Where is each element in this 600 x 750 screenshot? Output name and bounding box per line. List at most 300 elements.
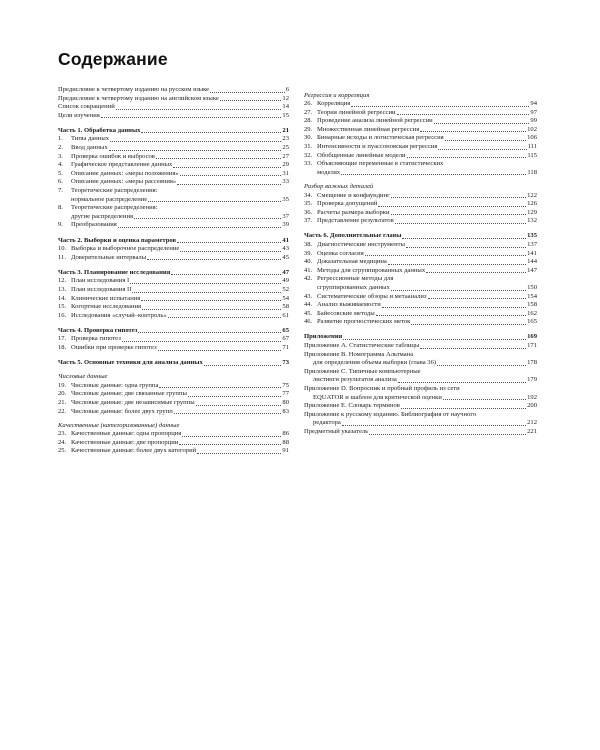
dot-leader bbox=[138, 332, 281, 333]
entry-title: Объясняющие переменные в статистических bbox=[317, 160, 444, 168]
toc-entry bbox=[58, 245, 289, 254]
entry-title: Проверка гипотез bbox=[71, 335, 121, 343]
page-number: 126 bbox=[527, 200, 537, 208]
toc-entry bbox=[304, 275, 537, 292]
page-number: 80 bbox=[282, 399, 289, 406]
toc-entry bbox=[304, 217, 537, 226]
page-number: 118 bbox=[527, 168, 537, 176]
entry-title-continued: EQUATOR и шаблон для критической оценки bbox=[313, 393, 442, 401]
dot-leader bbox=[182, 436, 281, 437]
page-number: 102 bbox=[527, 125, 537, 133]
entry-title: Приложение E. Словарь терминов bbox=[304, 402, 400, 410]
entry-title: Анализ выживаемости bbox=[317, 301, 381, 309]
page-number: 83 bbox=[282, 407, 289, 415]
chapter-number: 24. bbox=[58, 438, 67, 446]
entry-title: Часть 3. Планирование исследования bbox=[58, 268, 171, 276]
entry-title: Проверка допущений bbox=[317, 200, 378, 208]
page-number: 147 bbox=[527, 266, 537, 274]
toc-entry bbox=[304, 241, 537, 250]
page-number: 171 bbox=[527, 342, 537, 350]
dot-leader bbox=[420, 131, 526, 132]
toc-entry bbox=[58, 95, 289, 104]
page-number: 169 bbox=[527, 333, 537, 341]
toc-entry bbox=[58, 144, 289, 153]
dot-leader bbox=[177, 184, 281, 185]
toc-entry bbox=[304, 192, 537, 201]
dot-leader bbox=[180, 175, 282, 176]
entry-title-continued: для определения объема выборки (глава 36) bbox=[313, 359, 437, 367]
dot-leader bbox=[101, 117, 282, 118]
page-number: 23 bbox=[282, 135, 289, 143]
entry-title: Когортные исследования bbox=[71, 303, 142, 311]
entry-title: Числовые данные: две независимые группы bbox=[71, 399, 195, 406]
page-number: 94 bbox=[530, 100, 537, 108]
page-number: 77 bbox=[282, 390, 289, 398]
toc-entry bbox=[58, 221, 289, 230]
chapter-number: 22. bbox=[58, 407, 67, 415]
page-number: 154 bbox=[527, 292, 537, 300]
dot-leader bbox=[159, 387, 281, 388]
chapter-number: 43. bbox=[304, 292, 313, 300]
dot-leader bbox=[428, 298, 527, 299]
entry-title: Ошибки при проверке гипотез bbox=[71, 344, 157, 352]
toc-entry bbox=[58, 303, 289, 312]
section-heading: Разбор важных деталей bbox=[304, 182, 374, 190]
toc-entry bbox=[58, 439, 289, 448]
chapter-number: 26. bbox=[304, 100, 313, 108]
dot-leader bbox=[342, 425, 526, 426]
page-number: 71 bbox=[282, 344, 289, 352]
dot-leader bbox=[365, 255, 526, 256]
toc-entry bbox=[304, 385, 537, 402]
page-number: 37 bbox=[282, 212, 289, 220]
entry-title: Числовые данные: более двух групп bbox=[71, 407, 173, 415]
chapter-number: 42. bbox=[304, 275, 313, 283]
toc-entry bbox=[58, 204, 289, 221]
page-number: 99 bbox=[530, 117, 537, 125]
dot-leader bbox=[407, 157, 527, 158]
page-number: 150 bbox=[527, 283, 537, 291]
entry-title: Бинарные исходы и логистическая регрессия bbox=[317, 134, 444, 142]
entry-body bbox=[71, 187, 289, 204]
page-number: 47 bbox=[282, 268, 289, 276]
toc-entry bbox=[304, 351, 537, 368]
chapter-number: 14. bbox=[58, 294, 67, 302]
entry-title: Приложение D. Вопросник и пробный профиль из сети bbox=[304, 385, 460, 392]
chapter-number: 10. bbox=[58, 245, 67, 253]
dot-leader bbox=[388, 264, 526, 265]
entry-title: Диагностические инструменты bbox=[317, 241, 405, 248]
toc-entry bbox=[58, 286, 289, 295]
page-number: 6 bbox=[285, 86, 289, 93]
page-number: 162 bbox=[527, 309, 537, 317]
chapter-number: 12. bbox=[58, 277, 67, 285]
dot-leader bbox=[204, 365, 282, 366]
entry-title: Методы для сгруппированных данных bbox=[317, 266, 426, 274]
chapter-number: 46. bbox=[304, 318, 313, 326]
chapter-number: 7. bbox=[58, 187, 63, 195]
entry-title: Приложение B. Номограмма Альтмана bbox=[304, 350, 414, 358]
dot-leader bbox=[391, 197, 526, 198]
entry-title: Теория линейной регрессии bbox=[317, 108, 396, 116]
dot-leader bbox=[197, 453, 281, 454]
dot-leader bbox=[378, 206, 526, 207]
page-number: 111 bbox=[527, 143, 537, 151]
entry-title: План исследования I bbox=[71, 277, 130, 285]
entry-title: Числовые данные: две связанные группы bbox=[71, 390, 187, 398]
page-number: 135 bbox=[527, 232, 537, 240]
section-heading: Регрессия и корреляция bbox=[304, 91, 370, 99]
dot-leader bbox=[177, 242, 281, 243]
page-number: 141 bbox=[527, 249, 537, 257]
toc-entry bbox=[304, 109, 537, 118]
spacer bbox=[304, 86, 537, 90]
entry-title-line2 bbox=[304, 376, 537, 385]
toc-entry bbox=[58, 312, 289, 321]
entry-title-line2 bbox=[304, 419, 537, 428]
entry-title: Доказательная медицина bbox=[317, 258, 387, 266]
page-number: 97 bbox=[530, 108, 537, 116]
chapter-number: 30. bbox=[304, 134, 313, 142]
dot-leader bbox=[148, 201, 281, 202]
chapter-number: 38. bbox=[304, 241, 313, 248]
page-title: Содержание bbox=[58, 49, 168, 69]
dot-leader bbox=[391, 214, 527, 215]
toc-entry bbox=[58, 335, 289, 344]
toc-entry bbox=[304, 143, 537, 152]
chapter-number: 45. bbox=[304, 309, 313, 317]
page-number: 41 bbox=[282, 236, 289, 244]
chapter-number: 37. bbox=[304, 217, 313, 225]
dot-leader bbox=[391, 290, 526, 291]
page-number: 39 bbox=[282, 221, 289, 229]
entry-title-continued: нормальное распределение bbox=[71, 195, 148, 203]
page-number: 178 bbox=[527, 359, 537, 367]
chapter-number: 41. bbox=[304, 266, 313, 274]
page-number: 33 bbox=[282, 178, 289, 186]
toc-entry bbox=[304, 134, 537, 143]
toc-entry bbox=[58, 187, 289, 204]
toc-entry bbox=[304, 267, 537, 276]
entry-title: Представление результатов bbox=[317, 217, 394, 225]
entry-title-continued: моделях bbox=[317, 168, 341, 176]
entry-title: Приложение к русскому изданию. Библиография от научного bbox=[304, 410, 477, 418]
dot-leader bbox=[411, 324, 526, 325]
dot-leader bbox=[188, 396, 282, 397]
part-heading bbox=[58, 359, 289, 368]
toc-left-column bbox=[58, 86, 289, 456]
dot-leader bbox=[369, 434, 526, 435]
part-heading bbox=[58, 127, 289, 136]
chapter-number: 5. bbox=[58, 169, 63, 177]
dot-leader bbox=[130, 283, 281, 284]
dot-leader bbox=[132, 292, 281, 293]
dot-leader bbox=[141, 132, 281, 133]
entry-title: План исследования II bbox=[71, 285, 132, 293]
dot-leader bbox=[420, 348, 526, 349]
toc-entry bbox=[58, 447, 289, 456]
toc-entry bbox=[304, 250, 537, 259]
page-number: 45 bbox=[282, 253, 289, 261]
toc-entry bbox=[58, 135, 289, 144]
chapter-number: 44. bbox=[304, 301, 313, 309]
page-number: 61 bbox=[282, 311, 289, 319]
dot-leader bbox=[426, 272, 526, 273]
chapter-number: 11. bbox=[58, 253, 66, 261]
section-heading: Числовые данные bbox=[58, 373, 108, 381]
chapter-number: 28. bbox=[304, 117, 313, 125]
entry-title-continued: редактора bbox=[313, 419, 341, 427]
entry-body bbox=[317, 275, 537, 292]
dot-leader bbox=[158, 350, 282, 351]
part-heading bbox=[304, 333, 537, 342]
entry-body bbox=[71, 204, 289, 221]
dot-leader bbox=[179, 444, 281, 445]
page-number: 43 bbox=[282, 245, 289, 253]
toc-entry bbox=[58, 254, 289, 263]
page-number: 12 bbox=[282, 94, 289, 102]
dot-leader bbox=[147, 259, 281, 260]
toc-entry bbox=[58, 295, 289, 304]
dot-leader bbox=[406, 247, 526, 248]
toc-entry bbox=[304, 258, 537, 267]
entry-title: Ввод данных bbox=[71, 144, 108, 152]
toc-entry bbox=[58, 399, 289, 408]
toc-entry bbox=[58, 430, 289, 439]
entry-title: Выборка и выборочное распределение bbox=[71, 245, 180, 253]
page-number: 15 bbox=[282, 111, 289, 119]
page-number: 88 bbox=[282, 438, 289, 446]
entry-title: Описание данных: «меры рассеяния» bbox=[71, 178, 177, 186]
toc-entry bbox=[58, 153, 289, 162]
chapter-number: 31. bbox=[304, 143, 313, 151]
dot-leader bbox=[437, 365, 526, 366]
entry-title-line2 bbox=[71, 196, 289, 205]
chapter-number: 19. bbox=[58, 381, 67, 389]
dot-leader bbox=[171, 274, 281, 275]
chapter-number: 9. bbox=[58, 221, 63, 229]
page-number: 115 bbox=[527, 151, 537, 159]
entry-title: Часть 1. Обработка данных bbox=[58, 126, 141, 134]
page-number: 35 bbox=[282, 195, 289, 203]
toc-entry bbox=[304, 200, 537, 209]
toc-entry bbox=[58, 103, 289, 112]
page-number: 86 bbox=[282, 430, 289, 438]
dot-leader bbox=[443, 399, 526, 400]
entry-title: Обобщенные линейные модели bbox=[317, 151, 406, 159]
dot-leader bbox=[173, 167, 281, 168]
toc-entry bbox=[58, 170, 289, 179]
entry-body bbox=[317, 160, 537, 177]
part-heading bbox=[304, 232, 537, 241]
toc-entry bbox=[304, 160, 537, 177]
entry-title: Теоретические распределения: bbox=[71, 204, 158, 212]
toc-entry bbox=[304, 293, 537, 302]
dot-leader bbox=[134, 218, 281, 219]
entry-title: Качественные данные: две пропорции bbox=[71, 438, 179, 446]
chapter-number: 4. bbox=[58, 161, 63, 169]
chapter-number: 34. bbox=[304, 191, 313, 199]
chapter-number: 13. bbox=[58, 285, 67, 293]
dot-leader bbox=[118, 227, 282, 228]
toc-entry bbox=[304, 342, 537, 351]
dot-leader bbox=[341, 174, 526, 175]
page-number: 27 bbox=[282, 152, 289, 160]
chapter-number: 39. bbox=[304, 249, 313, 257]
spacer bbox=[304, 177, 537, 181]
toc-right-column bbox=[304, 86, 537, 437]
entry-title-continued: сгруппированных данных bbox=[317, 283, 390, 291]
toc-entry bbox=[304, 301, 537, 310]
entry-title-line2 bbox=[317, 284, 537, 293]
dot-leader bbox=[210, 92, 285, 93]
dot-leader bbox=[397, 114, 530, 115]
toc-entry bbox=[304, 126, 537, 135]
entry-title-line2 bbox=[71, 213, 289, 222]
section-heading: Качественные (категоризованные) данные bbox=[58, 421, 180, 429]
page-number: 129 bbox=[527, 208, 537, 216]
dot-leader bbox=[382, 307, 526, 308]
dot-leader bbox=[438, 149, 526, 150]
entry-title: Доверительные интервалы bbox=[71, 253, 147, 261]
toc-entry bbox=[58, 86, 289, 95]
entry-title: Проведение анализа линейной регрессии bbox=[317, 117, 433, 125]
entry-title-continued: листинги результатов анализа bbox=[313, 376, 397, 384]
chapter-number: 15. bbox=[58, 303, 67, 311]
dot-leader bbox=[174, 413, 282, 414]
page-number: 54 bbox=[282, 294, 289, 302]
chapter-number: 18. bbox=[58, 344, 67, 352]
page-number: 144 bbox=[527, 258, 537, 266]
entry-title: Интенсивности и пуассоновская регрессия bbox=[317, 143, 438, 151]
entry-title-line2 bbox=[304, 394, 537, 403]
dot-leader bbox=[109, 150, 282, 151]
toc-entry bbox=[58, 382, 289, 391]
dot-leader bbox=[401, 408, 526, 409]
entry-title: Предисловие к четвертому изданию на английском языке bbox=[58, 94, 219, 102]
entry-title: Расчеты размера выборки bbox=[317, 208, 390, 216]
entry-title: Приложение A. Статистические таблицы bbox=[304, 342, 420, 350]
entry-title: Множественная линейная регрессия bbox=[317, 125, 420, 133]
entry-title: Смещение и конфаундинг bbox=[317, 191, 390, 199]
entry-title: Часть 5. Основные техники для анализа данных bbox=[58, 359, 203, 367]
page-number: 165 bbox=[527, 318, 537, 326]
toc-entry bbox=[304, 310, 537, 319]
toc-entry bbox=[58, 112, 289, 121]
page-number: 58 bbox=[282, 303, 289, 311]
entry-title: Качественные данные: одна пропорция bbox=[71, 430, 182, 438]
page-number: 192 bbox=[527, 393, 537, 401]
chapter-number: 6. bbox=[58, 178, 63, 186]
entry-title-continued: другие распределения bbox=[71, 212, 134, 220]
entry-title-line2 bbox=[317, 169, 537, 178]
chapter-number: 17. bbox=[58, 335, 67, 343]
page-number: 25 bbox=[282, 144, 289, 152]
page-number: 31 bbox=[282, 169, 289, 177]
page-number: 73 bbox=[282, 359, 289, 367]
entry-title: Преобразования bbox=[71, 221, 117, 229]
page-number: 49 bbox=[282, 277, 289, 285]
entry-title: Часть 2. Выборки и оценка параметров bbox=[58, 236, 177, 244]
toc-entry bbox=[58, 277, 289, 286]
toc-entry bbox=[304, 209, 537, 218]
page-number: 132 bbox=[527, 217, 537, 225]
dot-leader bbox=[220, 100, 282, 101]
dot-leader bbox=[116, 109, 282, 110]
chapter-number: 16. bbox=[58, 311, 67, 319]
page-number: 158 bbox=[527, 301, 537, 309]
chapter-number: 32. bbox=[304, 151, 313, 159]
entry-title: Регрессионные методы для bbox=[317, 275, 394, 283]
chapter-number: 21. bbox=[58, 399, 67, 406]
entry-title: Качественные данные: более двух категорий bbox=[71, 447, 197, 455]
dot-leader bbox=[445, 140, 526, 141]
entry-title: Оценка согласия bbox=[317, 249, 364, 257]
chapter-number: 40. bbox=[304, 258, 313, 266]
entry-title: Предметный указатель bbox=[304, 427, 369, 435]
entry-title: Теоретические распределения: bbox=[71, 187, 158, 195]
part-heading bbox=[58, 237, 289, 246]
entry-title: Байесовские методы bbox=[317, 309, 375, 317]
chapter-number: 2. bbox=[58, 144, 63, 152]
toc-entry bbox=[58, 390, 289, 399]
entry-title: Клинические испытания bbox=[71, 294, 141, 302]
entry-title-line2 bbox=[304, 359, 537, 368]
spacer bbox=[58, 416, 289, 420]
page-number: 67 bbox=[282, 335, 289, 343]
toc-entry bbox=[304, 411, 537, 428]
dot-leader bbox=[110, 141, 281, 142]
page-number: 91 bbox=[282, 447, 289, 455]
chapter-number: 25. bbox=[58, 447, 67, 455]
page-number: 52 bbox=[282, 285, 289, 293]
dot-leader bbox=[402, 238, 526, 239]
dot-leader bbox=[168, 317, 282, 318]
entry-title: Развитие прогностических меток bbox=[317, 318, 411, 326]
entry-title: Приложение C. Типичные компьютерные bbox=[304, 367, 421, 375]
page-number: 29 bbox=[282, 161, 289, 169]
chapter-number: 1. bbox=[58, 135, 63, 143]
entry-title: Описание данных: «меры положения» bbox=[71, 169, 179, 177]
page-number: 65 bbox=[282, 326, 289, 334]
spacer bbox=[58, 368, 289, 372]
chapter-number: 8. bbox=[58, 204, 63, 212]
dot-leader bbox=[156, 158, 281, 159]
toc-entry bbox=[304, 100, 537, 109]
dot-leader bbox=[122, 341, 282, 342]
page-number: 221 bbox=[527, 427, 537, 435]
toc-entry bbox=[304, 318, 537, 327]
toc-entry bbox=[304, 368, 537, 385]
chapter-number: 23. bbox=[58, 430, 67, 438]
toc-entry bbox=[58, 178, 289, 187]
page-number: 212 bbox=[527, 419, 537, 427]
entry-title: Графическое представление данных bbox=[71, 161, 173, 169]
chapter-number: 29. bbox=[304, 125, 313, 133]
page-number: 75 bbox=[282, 381, 289, 389]
page-number: 137 bbox=[527, 241, 537, 248]
entry-title: Типы данных bbox=[71, 135, 110, 143]
toc-entry bbox=[58, 344, 289, 353]
entry-title: Список сокращений bbox=[58, 103, 115, 111]
dot-leader bbox=[196, 405, 282, 406]
dot-leader bbox=[376, 315, 526, 316]
page-number: 14 bbox=[282, 103, 289, 111]
chapter-number: 36. bbox=[304, 208, 313, 216]
chapter-number: 33. bbox=[304, 160, 313, 168]
dot-leader bbox=[141, 300, 281, 301]
page-number: 106 bbox=[527, 134, 537, 142]
